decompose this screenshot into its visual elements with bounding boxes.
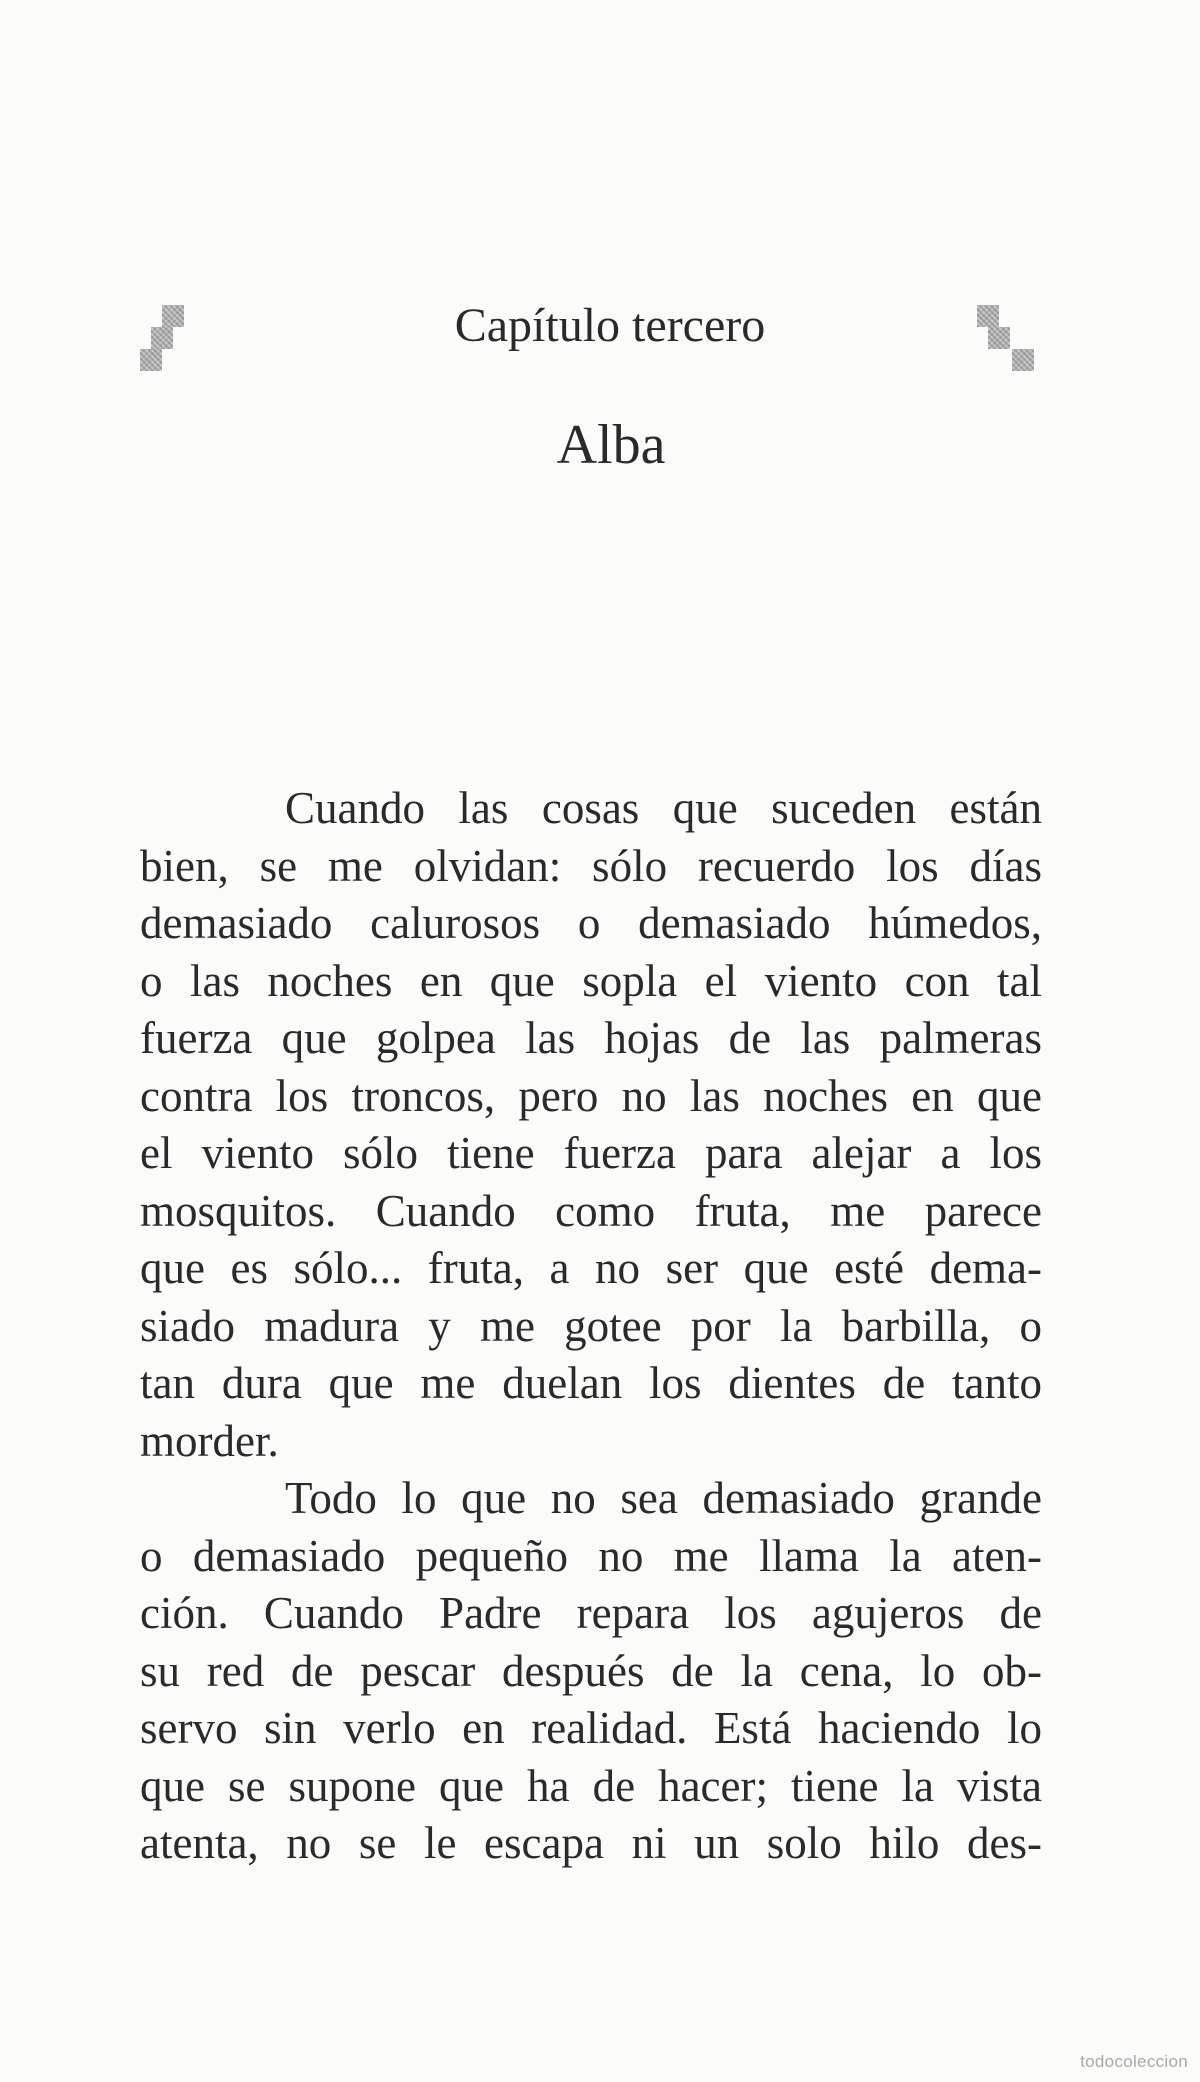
- text-line: siado madura y me gotee por la barbilla, o: [140, 1300, 1042, 1351]
- body-text: [140, 780, 1042, 1873]
- text-line: que se supone que ha de hacer; tiene la vista: [140, 1760, 1042, 1811]
- text-line: o demasiado pequeño no me llama la aten-: [140, 1530, 1042, 1581]
- text-line: tan dura que me duelan los dientes de tanto: [140, 1358, 1042, 1408]
- text-line: su red de pescar después de la cena, lo ob-: [140, 1645, 1042, 1696]
- text-line: morder.: [140, 1415, 279, 1466]
- watermark: todocoleccion: [1080, 2052, 1188, 2071]
- text-line: Todo lo que no sea demasiado grande: [285, 1473, 1042, 1523]
- text-line: mosquitos. Cuando como fruta, me parece: [140, 1185, 1042, 1236]
- text-line: fuerza que golpea las hojas de las palmeras: [140, 1013, 1042, 1063]
- text-line: ción. Cuando Padre repara los agujeros de: [140, 1588, 1042, 1638]
- chapter-label: Capítulo tercero: [454, 299, 766, 352]
- text-line: o las noches en que sopla el viento con tal: [140, 955, 1042, 1006]
- text-line: demasiado calurosos o demasiado húmedos,: [140, 898, 1042, 948]
- text-line: atenta, no se le escapa ni un solo hilo des-: [140, 1818, 1042, 1868]
- text-line: bien, se me olvidan: sólo recuerdo los días: [140, 840, 1042, 891]
- paragraph: [140, 780, 1042, 1470]
- text-line: servo sin verlo en realidad. Está haciendo lo: [140, 1703, 1042, 1753]
- paragraph: [140, 1470, 1042, 1873]
- text-line: contra los troncos, pero no las noches en que: [140, 1070, 1042, 1121]
- ornament-right-icon: [977, 305, 1047, 375]
- text-line: Cuando las cosas que suceden están: [285, 783, 1042, 833]
- text-line: que es sólo... fruta, a no ser que esté dema-: [140, 1243, 1042, 1293]
- text-line: el viento sólo tiene fuerza para alejar a los: [140, 1128, 1042, 1178]
- chapter-title: Alba: [556, 414, 666, 476]
